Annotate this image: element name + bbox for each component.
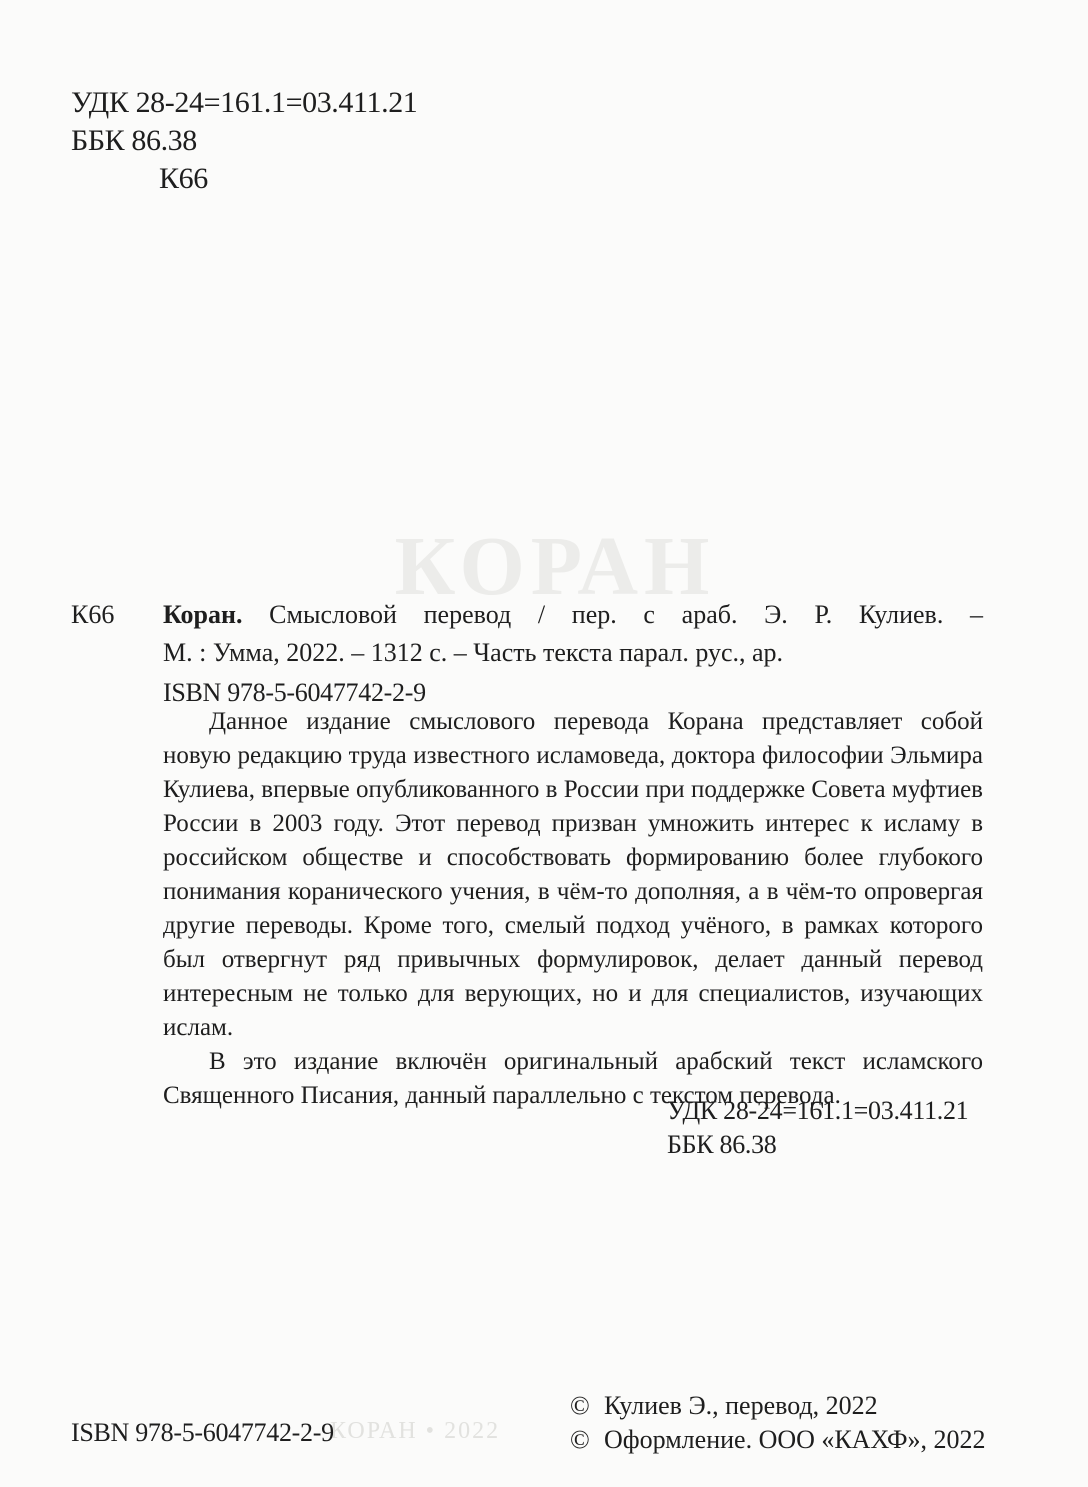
- copyright-design-text: Оформление. ООО «КАХФ», 2022: [604, 1425, 986, 1454]
- copyright-symbol: ©: [570, 1425, 590, 1454]
- copyright-design: [570, 1423, 986, 1457]
- author-sign: К66: [159, 162, 208, 195]
- show-through-title: КОРАН: [394, 520, 716, 613]
- udk-code: УДК 28-24=161.1=03.411.21: [71, 86, 418, 119]
- entry-author-sign: К66: [71, 600, 115, 629]
- entry-isbn: ISBN 978-5-6047742-2-9: [163, 678, 426, 707]
- entry-title-details: Смысловой перевод / пер. с араб. Э. Р. Кулиев. –: [242, 600, 983, 629]
- annotation-paragraph-1: Данное издание смыслового перевода Корана представляет собой новую редакцию труда известного исламоведа, доктора философии Эльмира Кулиева, впервые опубликованного в России при поддержке Совета муфтиев России в 2003 году. Этот перевод призван умножить интерес к исламу в российском обществе и способствовать формированию более глубокого понимания коранического учения, в чём-то дополняя, а в чём-то опровергая другие переводы. Кроме того, смелый подход учёного, в рамках которого был отвергнут ряд привычных формулировок, делает данный перевод интересным не только для верующих, но и для специалистов, изучающих ислам.: [163, 708, 983, 1041]
- isbn-footer: ISBN 978-5-6047742-2-9: [71, 1418, 334, 1447]
- copyright-block: [570, 1389, 986, 1457]
- udk-code-bottom: УДК 28-24=161.1=03.411.21: [667, 1096, 969, 1125]
- copyright-translation: [570, 1389, 986, 1423]
- copyright-translation-text: Кулиев Э., перевод, 2022: [604, 1391, 878, 1420]
- classification-footer: [667, 1094, 968, 1162]
- bbk-code: ББК 86.38: [71, 124, 197, 157]
- annotation-paragraph-2: В это издание включён оригинальный арабский текст исламского Священного Писания, данный параллельно с текстом перевода.: [163, 1048, 983, 1109]
- entry-title: Коран.: [163, 600, 243, 629]
- show-through-line: КОРАН • 2022: [330, 1418, 501, 1444]
- bibliographic-entry: [71, 596, 983, 712]
- entry-imprint: М. : Умма, 2022. – 1312 с. – Часть текста парал. рус., ар.: [163, 638, 784, 667]
- bbk-code-bottom: ББК 86.38: [667, 1130, 777, 1159]
- classification-header: [71, 84, 417, 198]
- annotation: [163, 705, 983, 1113]
- copyright-symbol: ©: [570, 1391, 590, 1420]
- entry-title-line: [163, 596, 983, 634]
